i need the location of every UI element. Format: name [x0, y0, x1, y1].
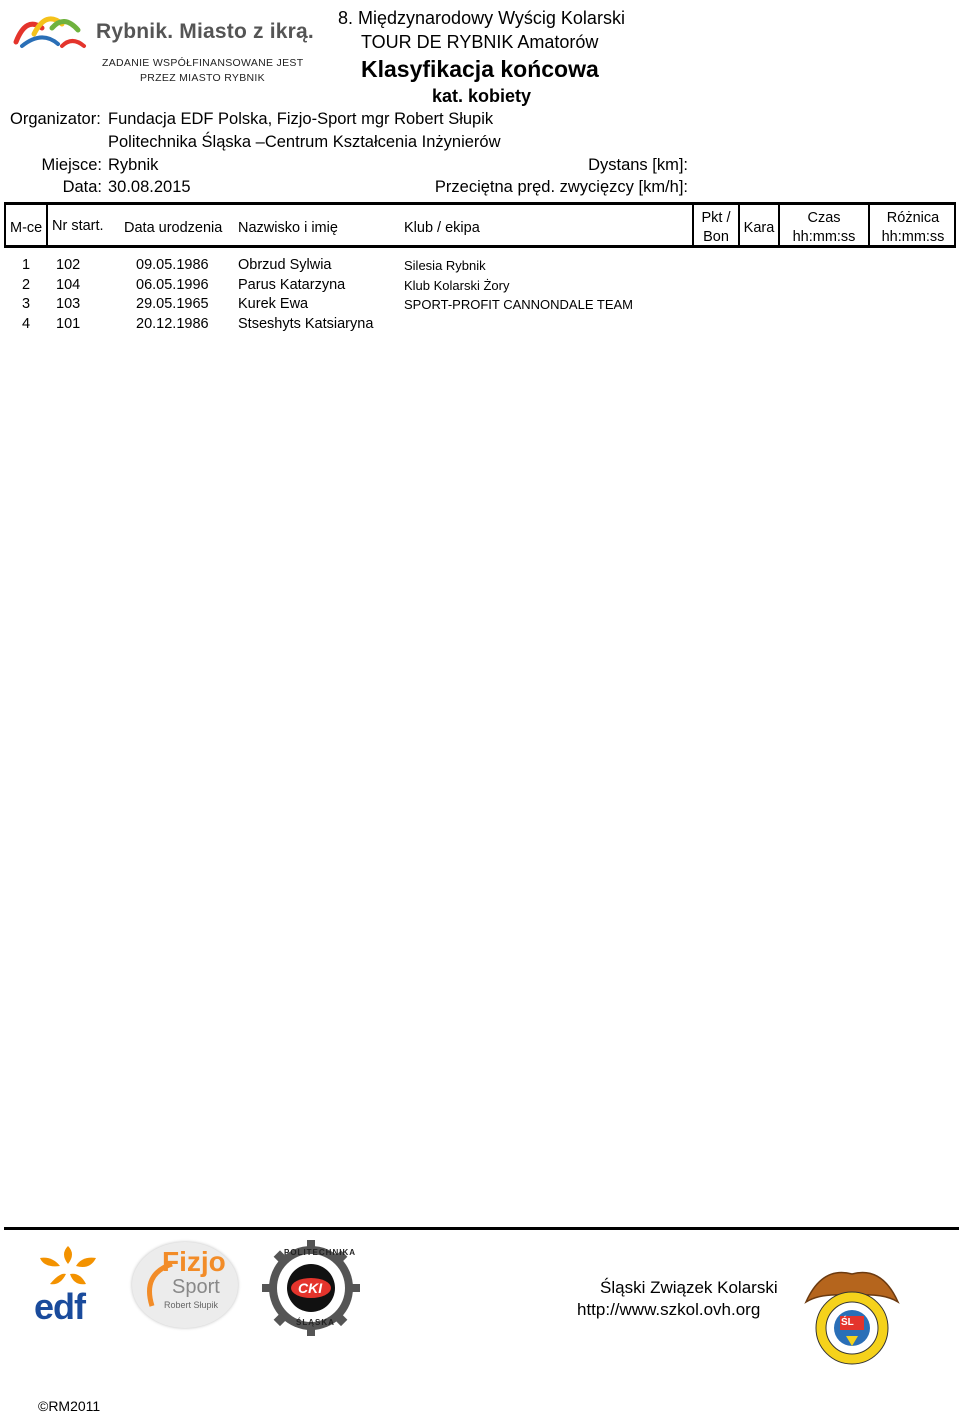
column-header-position: M-ce — [10, 220, 43, 236]
fizjo-sport-logo — [132, 1242, 238, 1328]
row-start-number: 104 — [56, 277, 81, 293]
federation-emblem — [802, 1266, 902, 1366]
footer-divider — [4, 1227, 959, 1230]
edf-flower-icon — [30, 1240, 110, 1292]
column-header-points-bottom: Bon — [703, 229, 729, 245]
city-logo-subline-2: PRZEZ MIASTO RYBNIK — [140, 72, 265, 84]
eagle-emblem-icon — [802, 1266, 902, 1366]
fizjo-logo-text-2: Sport — [172, 1276, 220, 1298]
city-logo-name: Rybnik. Miasto z ikrą. — [96, 20, 314, 43]
row-position: 4 — [22, 316, 31, 332]
table-row — [0, 257, 960, 277]
politechnika-logo — [262, 1240, 360, 1336]
politechnika-top-text: POLITECHNIKA — [284, 1248, 356, 1257]
column-header-name: Nazwisko i imię — [238, 220, 338, 236]
table-row — [0, 316, 960, 336]
federation-url[interactable]: http://www.szkol.ovh.org — [577, 1300, 761, 1319]
place-value: Rybnik — [108, 156, 159, 174]
fizjo-logo-text-1: Fizjo — [162, 1246, 226, 1277]
column-header-difference-top: Różnica — [886, 210, 940, 226]
row-name: Parus Katarzyna — [238, 277, 346, 293]
date-value: 30.08.2015 — [108, 178, 191, 196]
classification-title: Klasyfikacja końcowa — [361, 56, 599, 82]
row-name: Kurek Ewa — [238, 296, 309, 312]
politechnika-bottom-text: ŚLĄSKA — [296, 1318, 335, 1327]
row-position: 1 — [22, 257, 31, 273]
race-subtitle: TOUR DE RYBNIK Amatorów — [361, 32, 599, 52]
row-birth-date: 09.05.1986 — [136, 257, 209, 273]
edf-logo-text: edf — [34, 1286, 85, 1327]
city-logo-subline-1: ZADANIE WSPÓŁFINANSOWANE JEST — [102, 57, 304, 69]
category-title: kat. kobiety — [432, 86, 532, 106]
table-row — [0, 296, 960, 316]
column-header-difference-bottom: hh:mm:ss — [881, 229, 945, 245]
column-header-start-number: Nr start. — [52, 218, 104, 234]
place-label: Miejsce: — [41, 156, 102, 174]
federation-emblem-text: ŚL — [841, 1317, 854, 1328]
race-title: 8. Międzynarodowy Wyścig Kolarski — [338, 8, 625, 28]
row-club: Klub Kolarski Żory — [404, 278, 510, 293]
row-position: 2 — [22, 277, 31, 293]
federation-name: Śląski Związek Kolarski — [600, 1278, 778, 1297]
results-table-header — [4, 202, 956, 248]
row-club: SPORT-PROFIT CANNONDALE TEAM — [404, 297, 633, 312]
column-header-time-top: Czas — [807, 210, 841, 226]
row-start-number: 103 — [56, 296, 81, 312]
column-header-points-top: Pkt / — [701, 210, 731, 226]
row-birth-date: 20.12.1986 — [136, 316, 209, 332]
row-birth-date: 06.05.1996 — [136, 277, 209, 293]
organizer-label: Organizator: — [10, 110, 101, 128]
row-name: Stseshyts Katsiaryna — [238, 316, 374, 332]
row-start-number: 101 — [56, 316, 81, 332]
copyright-text: ©RM2011 — [38, 1398, 101, 1414]
date-label: Data: — [62, 178, 102, 196]
city-logo — [10, 6, 340, 88]
winner-speed-label: Przeciętna pręd. zwycięzcy [km/h]: — [434, 178, 688, 196]
politechnika-center-text: CKI — [298, 1280, 323, 1296]
row-position: 3 — [22, 296, 31, 312]
organizer-line-1: Fundacja EDF Polska, Fizjo-Sport mgr Robert Słupik — [108, 110, 494, 128]
fizjo-swoosh-icon — [138, 1260, 178, 1310]
row-birth-date: 29.05.1965 — [136, 296, 209, 312]
edf-logo — [30, 1240, 110, 1330]
column-header-penalty: Kara — [743, 220, 775, 236]
fizjo-logo-text-3: Robert Słupik — [164, 1300, 219, 1310]
column-header-time-bottom: hh:mm:ss — [792, 229, 856, 245]
column-header-club: Klub / ekipa — [404, 220, 480, 236]
row-club: Silesia Rybnik — [404, 258, 486, 273]
organizer-line-2: Politechnika Śląska –Centrum Kształcenia Inżynierów — [108, 133, 501, 151]
city-logo-mark-icon — [12, 6, 92, 56]
distance-label: Dystans [km]: — [588, 156, 688, 174]
table-row — [0, 277, 960, 297]
row-name: Obrzud Sylwia — [238, 257, 332, 273]
column-header-birth-date: Data urodzenia — [124, 220, 223, 236]
row-start-number: 102 — [56, 257, 81, 273]
